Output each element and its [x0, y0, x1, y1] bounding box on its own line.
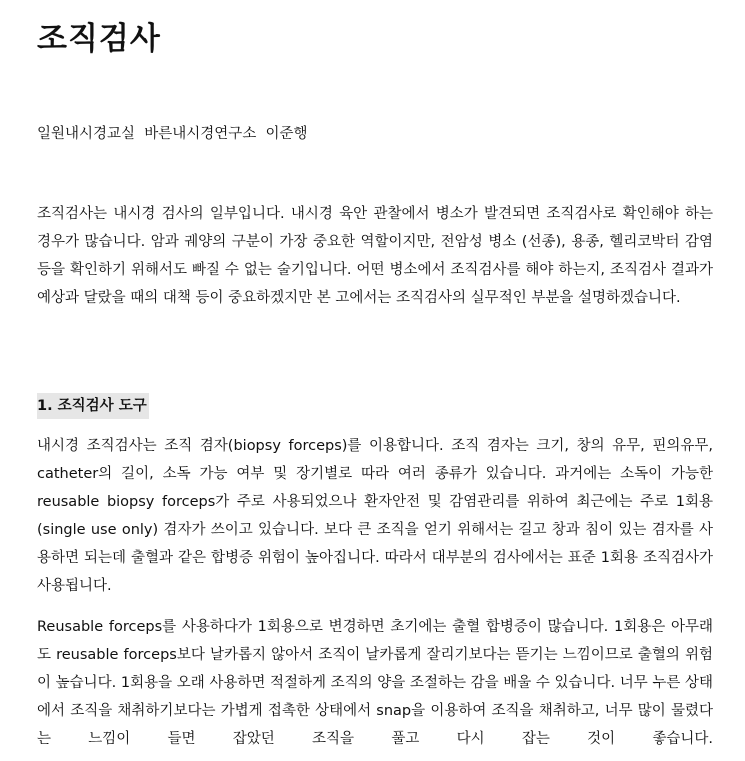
- intro-paragraph: 조직검사는 내시경 검사의 일부입니다. 내시경 육안 관찰에서 병소가 발견되면 조직검사로 확인해야 하는 경우가 많습니다. 암과 궤양의 구분이 가장 중요한 역할이지만, 전암성 병소 (선종), 용종, 헬리코박터 감염 등을 확인하기 위해서도 빠질 수 없는 술기입니다. 어떤 병소에서 조직검사를 해야 하는지, 조직검사 결과가 예상과 달랐을 때의 대책 등이 중요하겠지만 본 고에서는 조직검사의 실무적인 부분을 설명하겠습니다.: [37, 206, 713, 306]
- document-title: 조직검사: [37, 21, 161, 57]
- section-heading: 1. 조직검사 도구: [37, 393, 149, 419]
- section-paragraph-1: 내시경 조직검사는 조직 겸자(biopsy forceps)를 이용합니다. 조직 겸자는 크기, 창의 유무, 핀의유무, catheter의 길이, 소독 가능 여부 및 장기별로 따라 여러 종류가 있습니다. 과거에는 소독이 가능한 reusable biopsy forceps가 주로 사용되었으나 환자안전 및 감염관리를 위하여 최근에는 주로 1회용 (single use only) 겸자가 쓰이고 있습니다. 보다 큰 조직을 얻기 위해서는 길고 창과 침이 있는 겸자를 사용하면 되는데 출혈과 같은 합병증 위험이 높아집니다. 따라서 대부분의 검사에서는 표준 1회용 조직검사가 사용됩니다.: [37, 438, 713, 594]
- section-paragraph-2: Reusable forceps를 사용하다가 1회용으로 변경하면 초기에는 출혈 합병증이 많습니다. 1회용은 아무래도 reusable forceps보다 날카롭지 않아서 조직이 날카롭게 잘리기보다는 뜯기는 느낌이므로 출혈의 위험이 높습니다. 1회용을 오래 사용하면 적절하게 조직의 양을 조절하는 감을 배울 수 있습니다. 너무 누른 상태에서 조직을 채취하기보다는 가볍게 접촉한 상태에서 snap을 이용하여 조직을 채취하고, 너무 많이 물렸다는 느낌이 들면 잡았던 조직을 풀고 다시 잡는 것이 좋습니다.: [37, 619, 713, 747]
- author-line: 일원내시경교실 바른내시경연구소 이준행: [37, 126, 308, 142]
